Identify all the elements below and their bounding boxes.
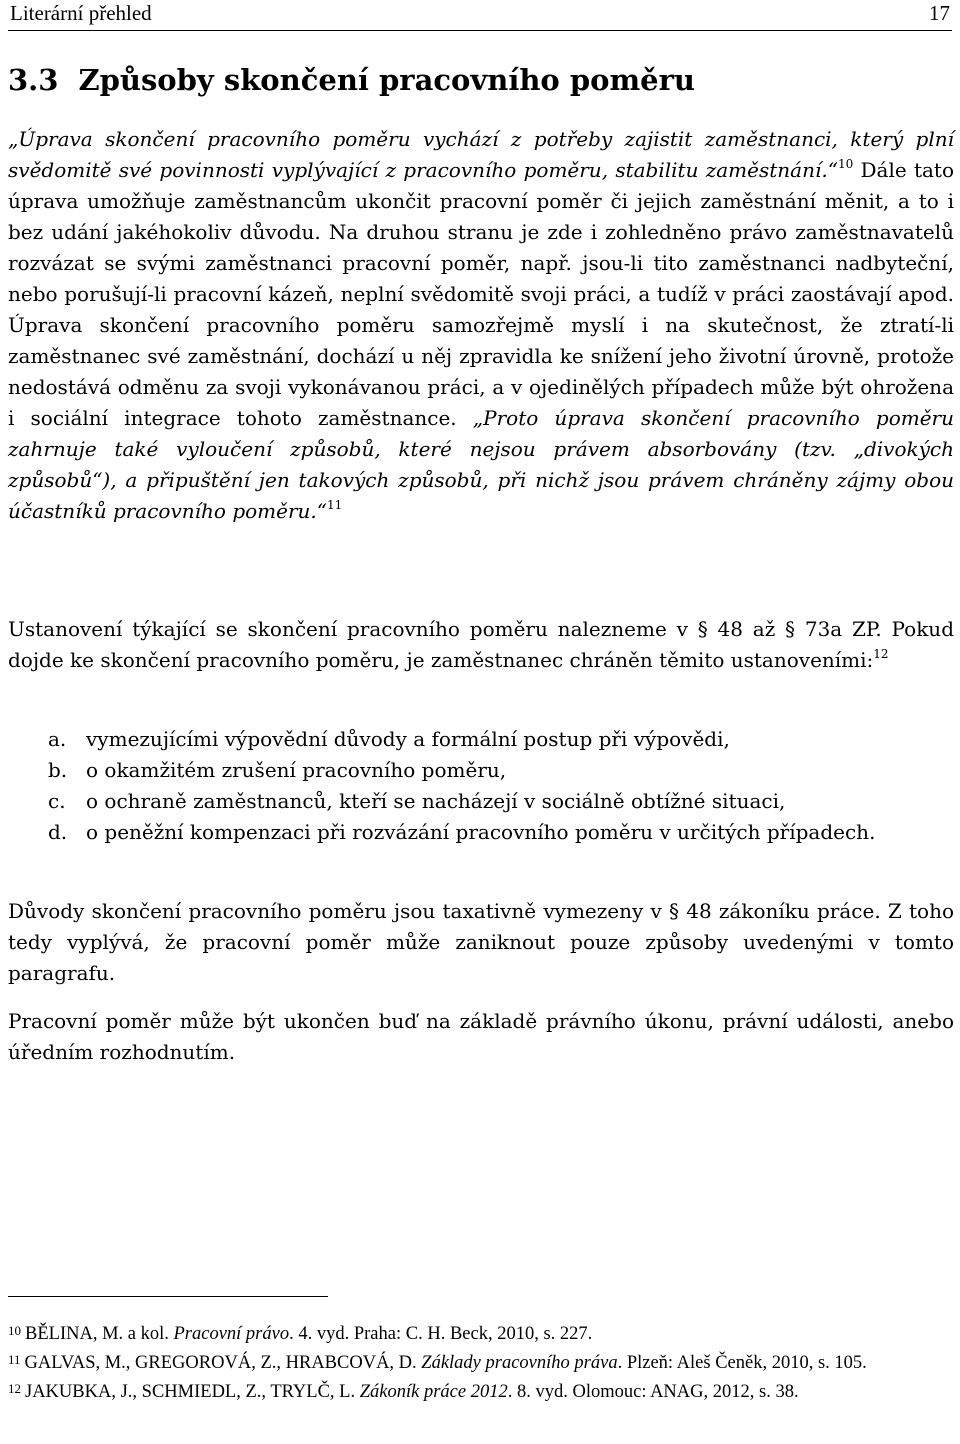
paragraph-2-text: Ustanovení týkající se skončení pracovního poměru nalezneme v § 48 až § 73a ZP. Pokud dojde ke skončení pracovního poměru, je zaměstnanec chráněn těmito ustanoveními:: [8, 617, 954, 672]
paragraph-4-text: Pracovní poměr může být ukončen buď na základě právního úkonu, právní události, anebo úředním rozhodnutím.: [8, 1009, 954, 1064]
footnote-authors: BĚLINA, M. a kol.: [25, 1324, 174, 1344]
section-number: 3.3: [8, 63, 59, 97]
quote-1: „Úprava skončení pracovního poměru vychází z potřeby zajistit zaměstnanci, který plní svědomitě své povinnosti vyplývající z pracovního poměru, stabilitu zaměstnání.“: [8, 127, 954, 182]
footnote-number: 10: [8, 1323, 21, 1338]
footnote-ref-11[interactable]: 11: [327, 498, 343, 512]
list-item: [48, 755, 954, 786]
list-item-text: vymezujícími výpovědní důvody a formální postup při výpovědi,: [86, 727, 730, 751]
list-item-text: o ochraně zaměstnanců, kteří se nacházejí v sociálně obtížné situaci,: [86, 789, 786, 813]
list-marker: b.: [48, 758, 68, 782]
section-heading: [8, 60, 695, 100]
list-item: [48, 786, 954, 817]
footnote-publication: . 4. vyd. Praha: C. H. Beck, 2010, s. 227.: [289, 1324, 593, 1344]
paragraph-4: [8, 1006, 954, 1068]
page-number: 17: [929, 1, 950, 25]
footnote-10: [8, 1318, 954, 1347]
list-item-text: o okamžitém zrušení pracovního poměru,: [86, 758, 507, 782]
list-marker: a.: [48, 727, 67, 751]
footnotes: [8, 1318, 954, 1405]
list-item-text: o peněžní kompenzaci při rozvázání pracovního poměru v určitých případech.: [86, 820, 876, 844]
footnote-number: 11: [8, 1352, 21, 1367]
list-item: [48, 817, 954, 848]
paragraph-1: [8, 124, 954, 527]
footnote-publication: . Plzeň: Aleš Čeněk, 2010, s. 105.: [617, 1353, 867, 1373]
running-header: [8, 0, 952, 31]
footnote-title: Zákoník práce 2012: [359, 1382, 508, 1402]
footnote-divider: [8, 1296, 328, 1297]
header-title: Literární přehled: [10, 1, 152, 25]
quote-2: „Proto úprava skončení pracovního poměru zahrnuje také vyloučení způsobů, které nejsou právem absorbovány (tzv. „divokých způsobů“), a připuštění jen takových způsobů, při nichž jsou právem chráněny zájmy obou účastníků pracovního poměru.“: [8, 406, 954, 523]
footnote-12: [8, 1376, 954, 1405]
paragraph-3: [8, 896, 954, 989]
list-item: [48, 724, 954, 755]
footnote-authors: JAKUBKA, J., SCHMIEDL, Z., TRYLČ, L.: [25, 1382, 360, 1402]
list-marker: d.: [48, 820, 68, 844]
footnote-11: [8, 1347, 954, 1376]
footnote-number: 12: [8, 1381, 21, 1396]
footnote-ref-10[interactable]: 10: [837, 157, 854, 171]
footnote-ref-12[interactable]: 12: [873, 647, 889, 661]
footnote-authors: GALVAS, M., GREGOROVÁ, Z., HRABCOVÁ, D.: [24, 1353, 422, 1373]
protection-list: [48, 724, 954, 848]
section-title: Způsoby skončení pracovního poměru: [78, 63, 695, 97]
footnote-title: Pracovní právo: [173, 1324, 290, 1344]
paragraph-2: [8, 614, 954, 676]
paragraph-1-text: Dále tato úprava umožňuje zaměstnancům ukončit pracovní poměr či jejich zaměstnání měnit, a to i bez udání jakéhokoliv důvodu. Na druhou stranu je zde i zohledněno právo zaměstnavatelů rozvázat se svými zaměstnanci pracovní poměr, např. jsou-li tito zaměstnanci nadbyteční, nebo porušují-li pracovní kázeň, neplní svědomitě svoji práci, a tudíž v práci zaostávají apod. Úprava skončení pracovního poměru samozřejmě myslí i na skutečnost, že ztratí-li zaměstnanec své zaměstnání, dochází u něj zpravidla ke snížení jeho životní úrovně, protože nedostává odměnu za svoji vykonávanou práci, a v ojedinělých případech může být ohrožena i sociální integrace tohoto zaměstnance.: [8, 158, 955, 430]
list-marker: c.: [48, 789, 66, 813]
paragraph-3-text: Důvody skončení pracovního poměru jsou taxativně vymezeny v § 48 zákoníku práce. Z toho tedy vyplývá, že pracovní poměr může zaniknout pouze způsoby uvedenými v tomto paragrafu.: [8, 899, 954, 985]
footnote-title: Základy pracovního práva: [421, 1353, 618, 1373]
footnote-publication: . 8. vyd. Olomouc: ANAG, 2012, s. 38.: [507, 1382, 799, 1402]
